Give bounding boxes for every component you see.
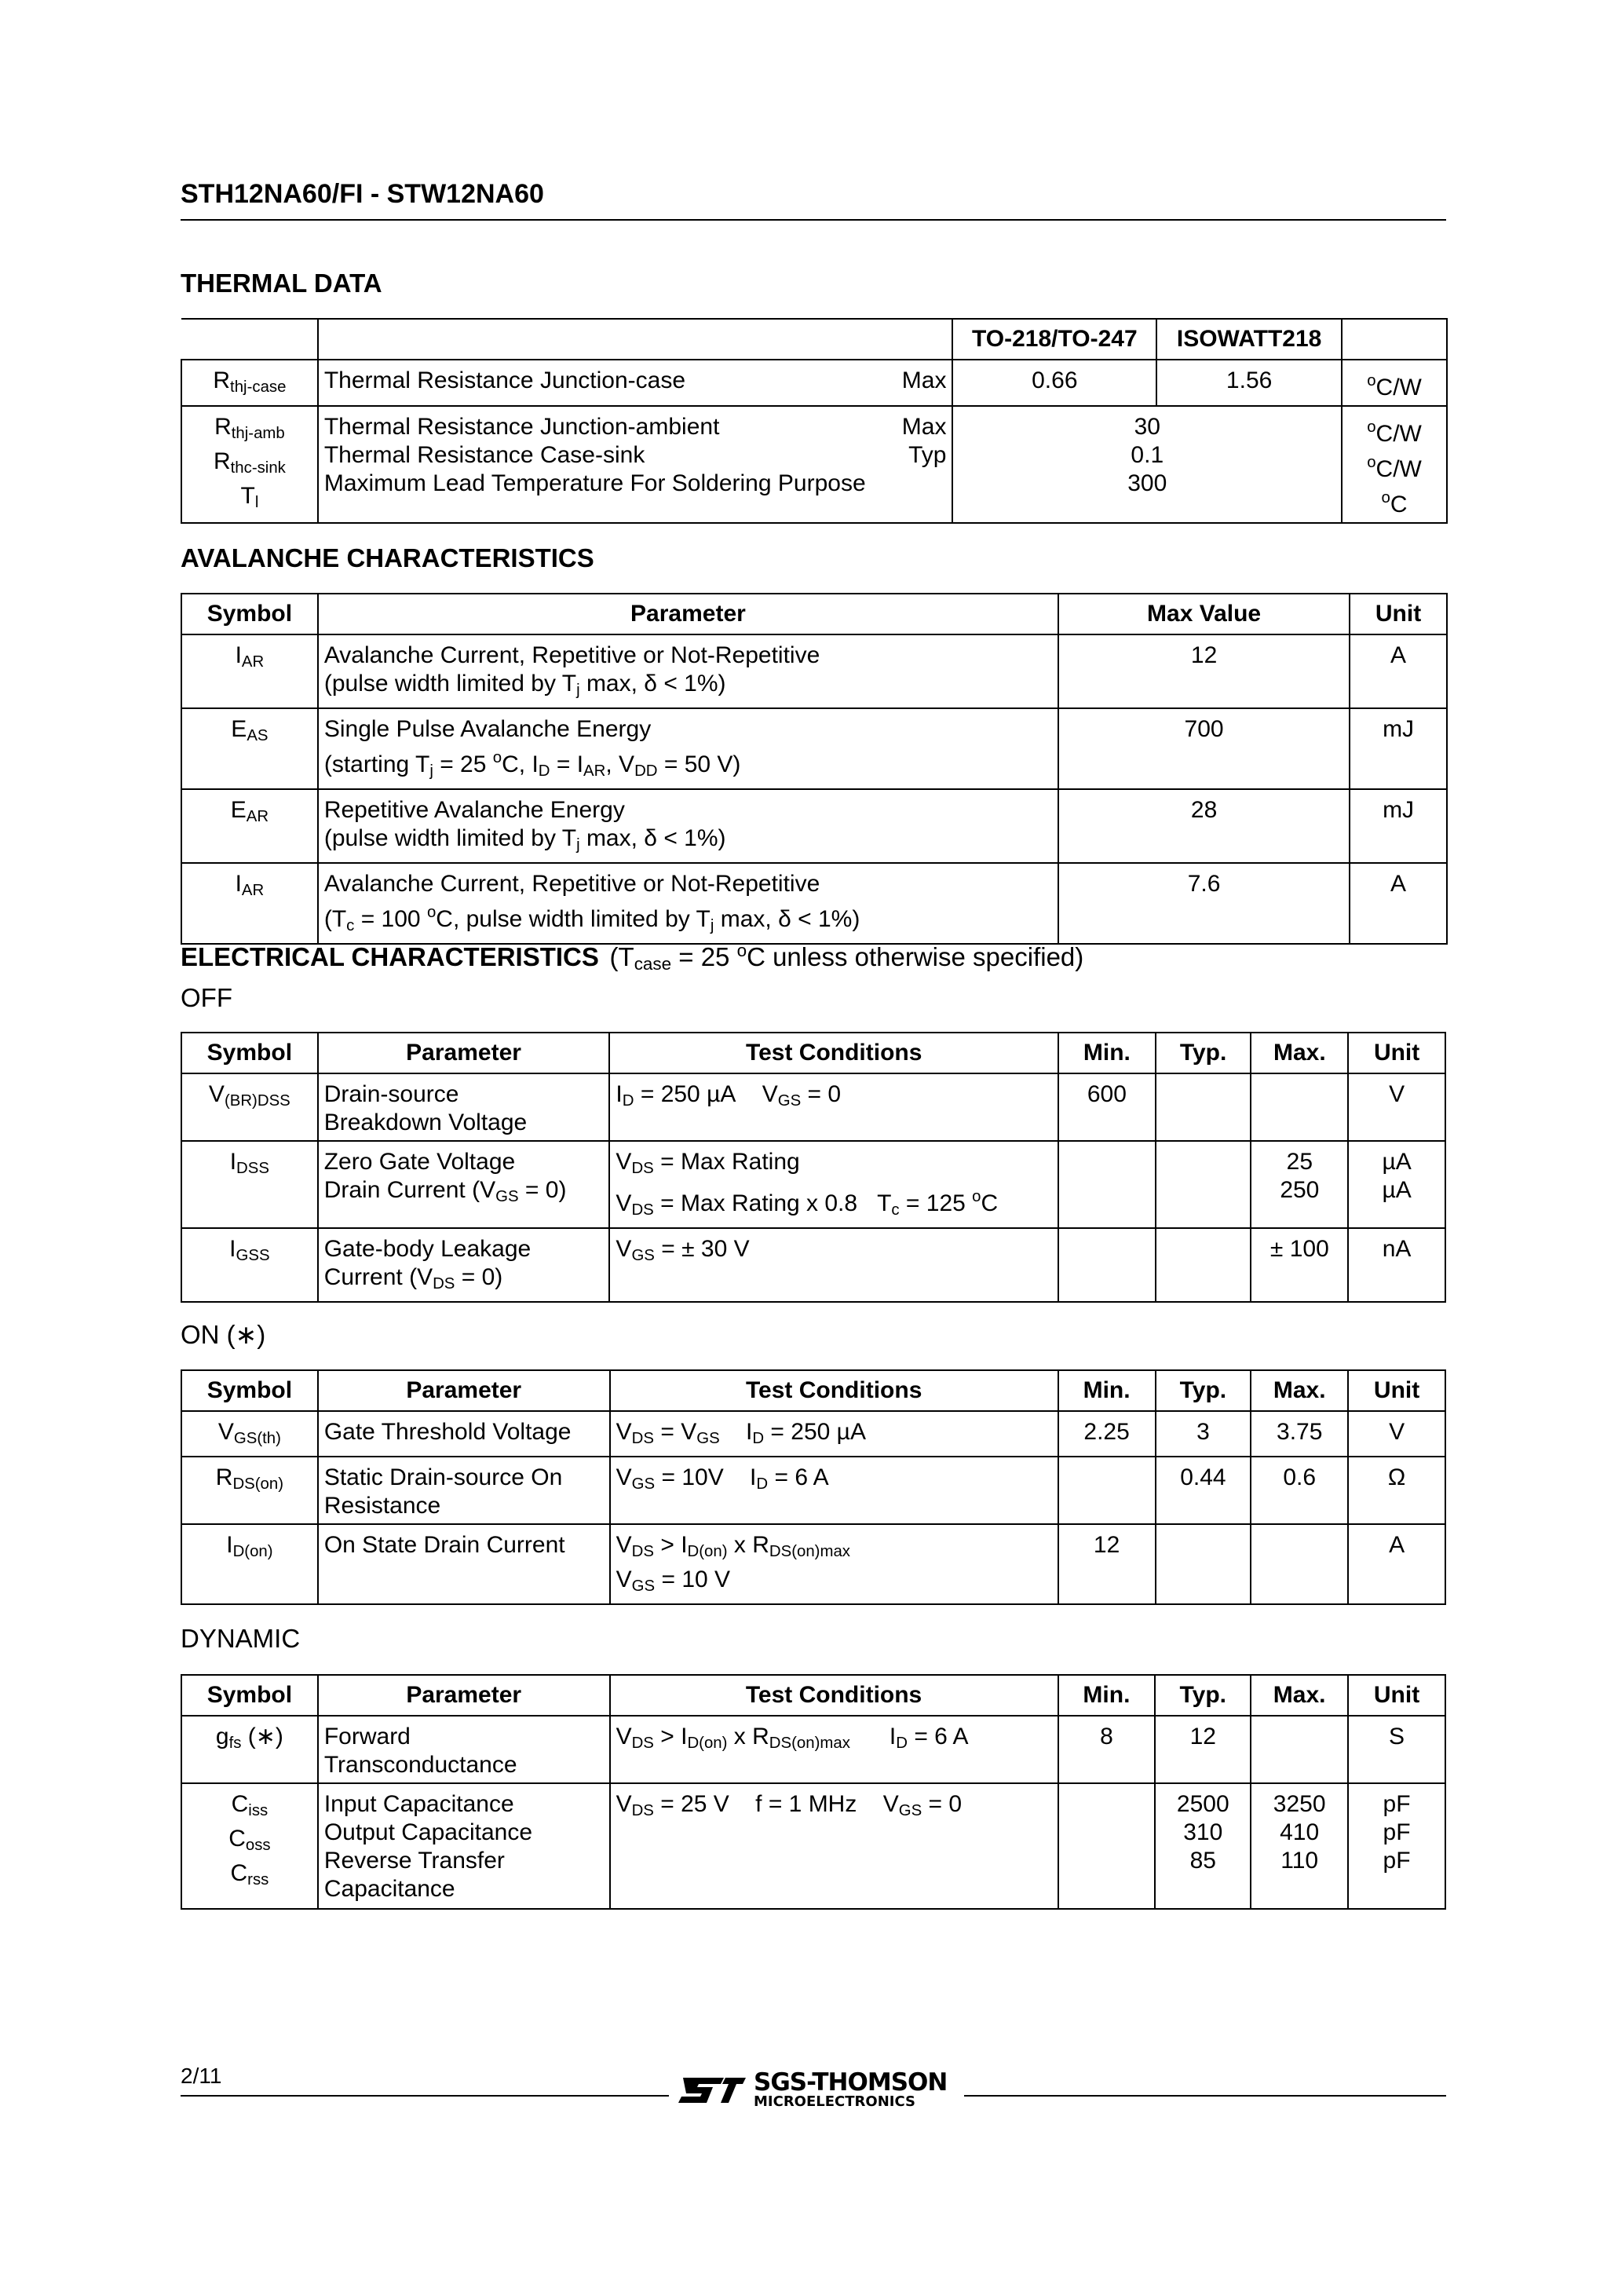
col-parameter: Parameter — [318, 1033, 610, 1073]
thermal-row: $R_{thj-case}$ Thermal Resistance Junction-case Max 0.66 1.56 $^o$C/W — [181, 360, 1447, 406]
col-parameter: Parameter — [318, 1370, 610, 1411]
header-divider — [181, 219, 1446, 221]
col-unit: Unit — [1348, 1675, 1445, 1716]
on-table — [181, 1369, 1446, 1605]
avalanche-row: $I_{AR}$ Avalanche Current, Repetitive or Not-Repetitive (pulse width limited by $T_j$ max, δ < 1%) 12 A — [181, 634, 1447, 708]
on-row-vgsth: $V_{GS(th)}$ Gate Threshold Voltage $V_{DS} = V_{GS}$ $I_D = 250$ µA 2.25 3 3.75 V — [181, 1411, 1445, 1457]
col-test-conditions: Test Conditions — [609, 1033, 1058, 1073]
col-typ: Typ. — [1156, 1370, 1251, 1411]
page-number: 2/11 — [181, 2064, 222, 2088]
footer-rule-left — [181, 2095, 669, 2097]
on-heading: ON (∗) — [181, 1320, 266, 1349]
col-typ: Typ. — [1155, 1675, 1251, 1716]
dynamic-table — [181, 1674, 1446, 1910]
col-test-conditions: Test Conditions — [610, 1370, 1058, 1411]
thermal-data-table — [181, 318, 1448, 524]
off-row-idss: $I_{DSS}$ Zero Gate Voltage Drain Current $(V_{GS} = 0)$ $V_{DS}$ = Max Rating $V_{DS}$ = Max Rating x 0.8 $T_c = 125$ $^o$C 25 250 µA µA — [181, 1141, 1445, 1228]
avalanche-row: $I_{AR}$ Avalanche Current, Repetitive or Not-Repetitive ($T_c = 100$ $^o$C, pulse width limited by $T_j$ max, δ < 1%) 7.6 A — [181, 863, 1447, 944]
document-title: STH12NA60/FI - STW12NA60 — [181, 179, 544, 209]
col-to218: TO-218/TO-247 — [952, 319, 1156, 360]
col-max: Max. — [1251, 1033, 1348, 1073]
st-logo-icon — [677, 2070, 747, 2109]
col-test-conditions: Test Conditions — [610, 1675, 1058, 1716]
col-unit: Unit — [1348, 1370, 1445, 1411]
thermal-data-heading: THERMAL DATA — [181, 269, 382, 298]
col-symbol: Symbol — [181, 1370, 318, 1411]
svg-text:ST: ST — [677, 2070, 678, 2071]
sgs-thomson-logo — [677, 2067, 948, 2110]
col-max: Max. — [1251, 1675, 1348, 1716]
avalanche-col-parameter: Parameter — [318, 594, 1058, 634]
col-min: Min. — [1058, 1675, 1156, 1716]
on-row-rdson: $R_{DS(on)}$ Static Drain-source On Resistance $V_{GS} = 10V$ $I_D = 6$ A 0.44 0.6 Ω — [181, 1457, 1445, 1524]
logo-company: SGS-THOMSON — [754, 2067, 948, 2097]
col-min: Min. — [1058, 1033, 1156, 1073]
footer-rule-right — [964, 2095, 1446, 2097]
col-min: Min. — [1058, 1370, 1156, 1411]
col-symbol: Symbol — [181, 1675, 318, 1716]
dynamic-row-gfs: $g_{fs}$ (∗) Forward Transconductance $V_{DS} > I_{D(on)}$ x $R_{DS(on)max}$ $I_D = 6$ A 8 12 S — [181, 1716, 1445, 1783]
off-row-igss: $I_{GSS}$ Gate-body Leakage Current $(V_{DS} = 0)$ $V_{GS}$ = ± 30 V ± 100 nA — [181, 1228, 1445, 1302]
avalanche-col-symbol: Symbol — [181, 594, 318, 634]
logo-division: MICROELECTRONICS — [754, 2093, 915, 2110]
dynamic-heading: DYNAMIC — [181, 1624, 301, 1653]
avalanche-row: $E_{AR}$ Repetitive Avalanche Energy (pulse width limited by $T_j$ max, δ < 1%) 28 mJ — [181, 789, 1447, 863]
col-isowatt: ISOWATT218 — [1156, 319, 1342, 360]
avalanche-col-unit: Unit — [1350, 594, 1447, 634]
col-symbol: Symbol — [181, 1033, 318, 1073]
off-row-vbrdss: $V_{(BR)DSS}$ Drain-source Breakdown Voltage $I_D = 250$ µA $V_{GS} = 0$ 600 V — [181, 1073, 1445, 1141]
off-table — [181, 1032, 1446, 1303]
avalanche-heading: AVALANCHE CHARACTERISTICS — [181, 543, 594, 572]
avalanche-table — [181, 593, 1448, 945]
col-typ: Typ. — [1156, 1033, 1251, 1073]
thermal-row-group: $R_{thj-amb}$ $R_{thc-sink}$ $T_l$ Thermal Resistance Junction-ambient Max Thermal Resistance Case-sink Typ Maximum Lead Temperature For Soldering Purpose 30 0.1 300 $^o$C/W $^o$C/W $^o$C — [181, 406, 1447, 523]
dynamic-row-capacitance: $C_{iss}$ $C_{oss}$ $C_{rss}$ Input Capacitance Output Capacitance Reverse Transfer Capacitance $V_{DS} = 25$ V f = 1 MHz $V_{GS} = 0$ 2500 310 85 3250 410 110 pF pF pF — [181, 1783, 1445, 1909]
col-max: Max. — [1251, 1370, 1348, 1411]
col-parameter: Parameter — [318, 1675, 610, 1716]
off-heading: OFF — [181, 983, 232, 1012]
avalanche-row: $E_{AS}$ Single Pulse Avalanche Energy (starting $T_j = 25$ $^o$C, $I_D = I_{AR}$, $V_{DD} = 50$ V) 700 mJ — [181, 708, 1447, 789]
electrical-heading: ELECTRICAL CHARACTERISTICS ($T_{case} = 25$ $^o$C unless otherwise specified) — [181, 941, 1084, 974]
col-unit: Unit — [1348, 1033, 1445, 1073]
on-row-idon: $I_{D(on)}$ On State Drain Current $V_{DS} > I_{D(on)}$ x $R_{DS(on)max}$ $V_{GS} = 10$ V 12 A — [181, 1524, 1445, 1604]
avalanche-col-max: Max Value — [1058, 594, 1350, 634]
